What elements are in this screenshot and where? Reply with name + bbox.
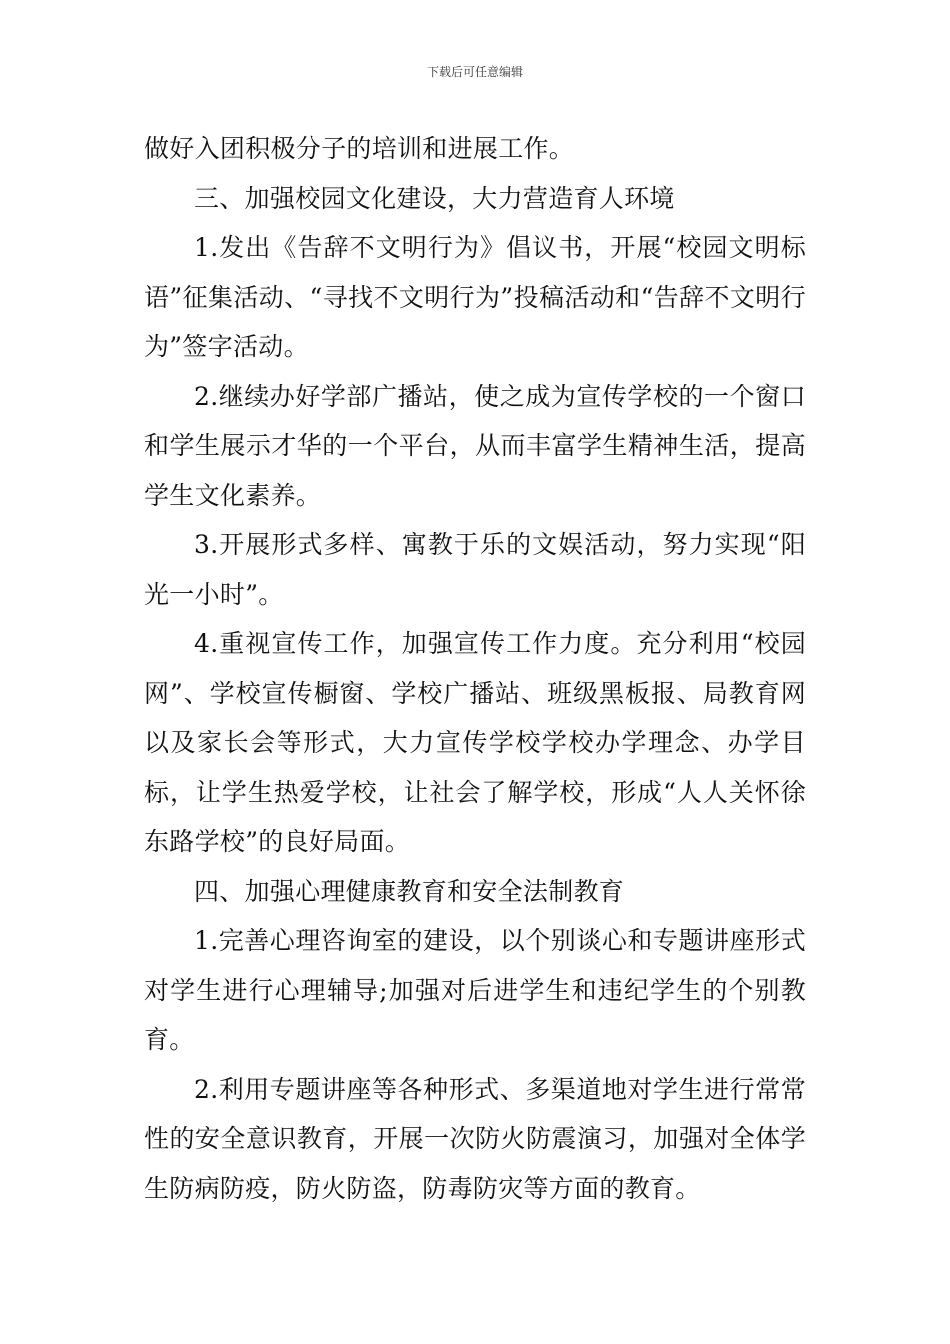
paragraph-item: 1.完善心理咨询室的建设，以个别谈心和专题讲座形式对学生进行心理辅导;加强对后进学生和违纪学生的个别教育。 <box>144 926 806 1054</box>
paragraph-item: 2.利用专题讲座等各种形式、多渠道地对学生进行常常性的安全意识教育，开展一次防火防震演习，加强对全体学生防病防疫，防火防盗，防毒防灾等方面的教育。 <box>144 1074 806 1203</box>
section-heading-four: 四、加强心理健康教育和安全法制教育 <box>194 876 625 906</box>
section-heading-three: 三、加强校园文化建设，大力营造育人环境 <box>194 183 675 213</box>
document-body <box>144 124 806 1213</box>
paragraph-item: 1.发出《告辞不文明行为》倡议书，开展“校园文明标语”征集活动、“寻找不文明行为”投稿活动和“告辞不文明行为”签字活动。 <box>144 233 806 361</box>
paragraph-item: 4.重视宣传工作，加强宣传工作力度。充分利用“校园网”、学校宣传橱窗、学校广播站、班级黑板报、局教育网以及家长会等形式，大力宣传学校学校办学理念、办学目标，让学生热爱学校，让社会了解学校，形成“人人关怀徐东路学校”的良好局面。 <box>144 629 806 856</box>
page-header: 下载后可任意编辑 <box>426 65 523 79</box>
paragraph-continuation: 做好入团积极分子的培训和进展工作。 <box>144 134 575 163</box>
paragraph-item: 2.继续办好学部广播站，使之成为宣传学校的一个窗口和学生展示才华的一个平台，从而丰富学生精神生活，提高学生文化素养。 <box>144 381 806 510</box>
paragraph-item: 3.开展形式多样、寓教于乐的文娱活动，努力实现“阳光一小时”。 <box>144 530 806 609</box>
